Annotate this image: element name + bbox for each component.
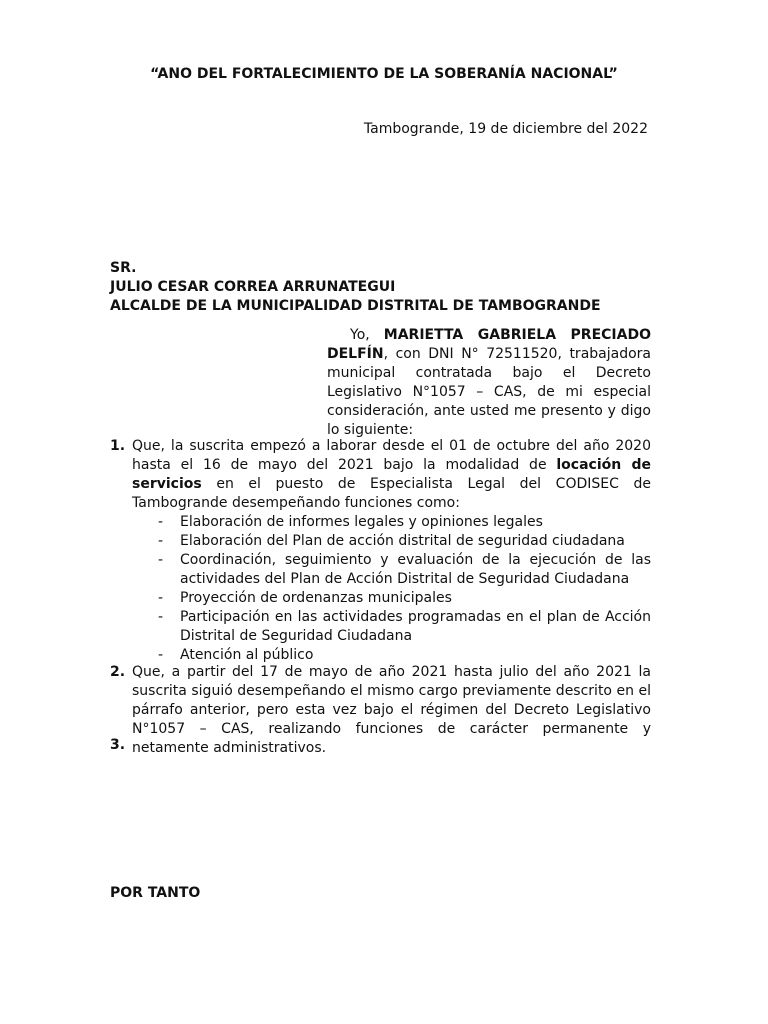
item-number: 3.	[110, 737, 126, 753]
list-item	[132, 513, 651, 532]
bullet-dash: -	[158, 647, 164, 663]
list-item	[132, 551, 651, 589]
item-text-bold: locación de servicios	[132, 457, 651, 492]
item-body: Que, a partir del 17 de mayo de año 2021 hasta julio del año 2021 la suscrita siguió desempeñando el mismo cargo previamente descrito en el párrafo anterior, pero esta vez bajo el régimen del Decreto Legislativo N°1057 – CAS, realizando funciones de carácter permanente y netamente administrativos.	[132, 664, 651, 756]
intro-prefix: Yo,	[350, 327, 384, 343]
document-heading: “ANO DEL FORTALECIMIENTO DE LA SOBERANÍA NACIONAL”	[150, 66, 618, 82]
intro-text	[327, 326, 651, 440]
closing-text: POR TANTO	[110, 885, 201, 901]
place-date: Tambogrande, 19 de diciembre del 2022	[363, 121, 648, 137]
item-text-before: Que, la suscrita empezó a laborar desde el 01 de octubre del año 2020 hasta el 16 de mayo del 2021 bajo la modalidad de	[132, 438, 651, 473]
item-text-after: en el puesto de Especialista Legal del CODISEC de Tambogrande desempeñando funciones como:	[132, 476, 651, 511]
addressee-position: ALCALDE DE LA MUNICIPALIDAD DISTRITAL DE TAMBOGRANDE	[110, 298, 601, 314]
bullet-dash: -	[158, 533, 164, 549]
list-item-text: Atención al público	[180, 647, 314, 663]
list-item	[132, 532, 651, 551]
item-number: 1.	[110, 438, 126, 454]
list-item	[132, 589, 651, 608]
addressee-block	[110, 259, 601, 316]
bullet-dash: -	[158, 514, 164, 530]
list-item-text: Elaboración de informes legales y opiniones legales	[180, 514, 543, 530]
numbered-item-2	[110, 663, 651, 758]
functions-list	[132, 513, 651, 665]
bullet-dash: -	[158, 609, 164, 625]
list-item-text: Proyección de ordenanzas municipales	[180, 590, 452, 606]
list-item	[132, 608, 651, 646]
addressee-name: JULIO CESAR CORREA ARRUNATEGUI	[110, 279, 396, 295]
numbered-item-1	[110, 437, 651, 665]
bullet-dash: -	[158, 552, 164, 568]
list-item-text: Participación en las actividades programadas en el plan de Acción Distrital de Seguridad Ciudadana	[180, 609, 651, 644]
intro-rest: , con DNI N° 72511520, trabajadora municipal contratada bajo el Decreto Legislativo N°1057 – CAS, de mi especial consideración, ante usted me presento y digo lo siguiente:	[327, 346, 651, 438]
intro-paragraph	[327, 326, 651, 440]
list-item-text: Elaboración del Plan de acción distrital de seguridad ciudadana	[180, 533, 625, 549]
item-body	[132, 437, 651, 665]
item-number: 2.	[110, 664, 126, 680]
addressee-title: SR.	[110, 260, 137, 276]
list-item-text: Coordinación, seguimiento y evaluación de la ejecución de las actividades del Plan de Acción Distrital de Seguridad Ciudadana	[180, 552, 651, 587]
petitioner-name: MARIETTA GABRIELA PRECIADO DELFÍN	[327, 327, 651, 362]
bullet-dash: -	[158, 590, 164, 606]
